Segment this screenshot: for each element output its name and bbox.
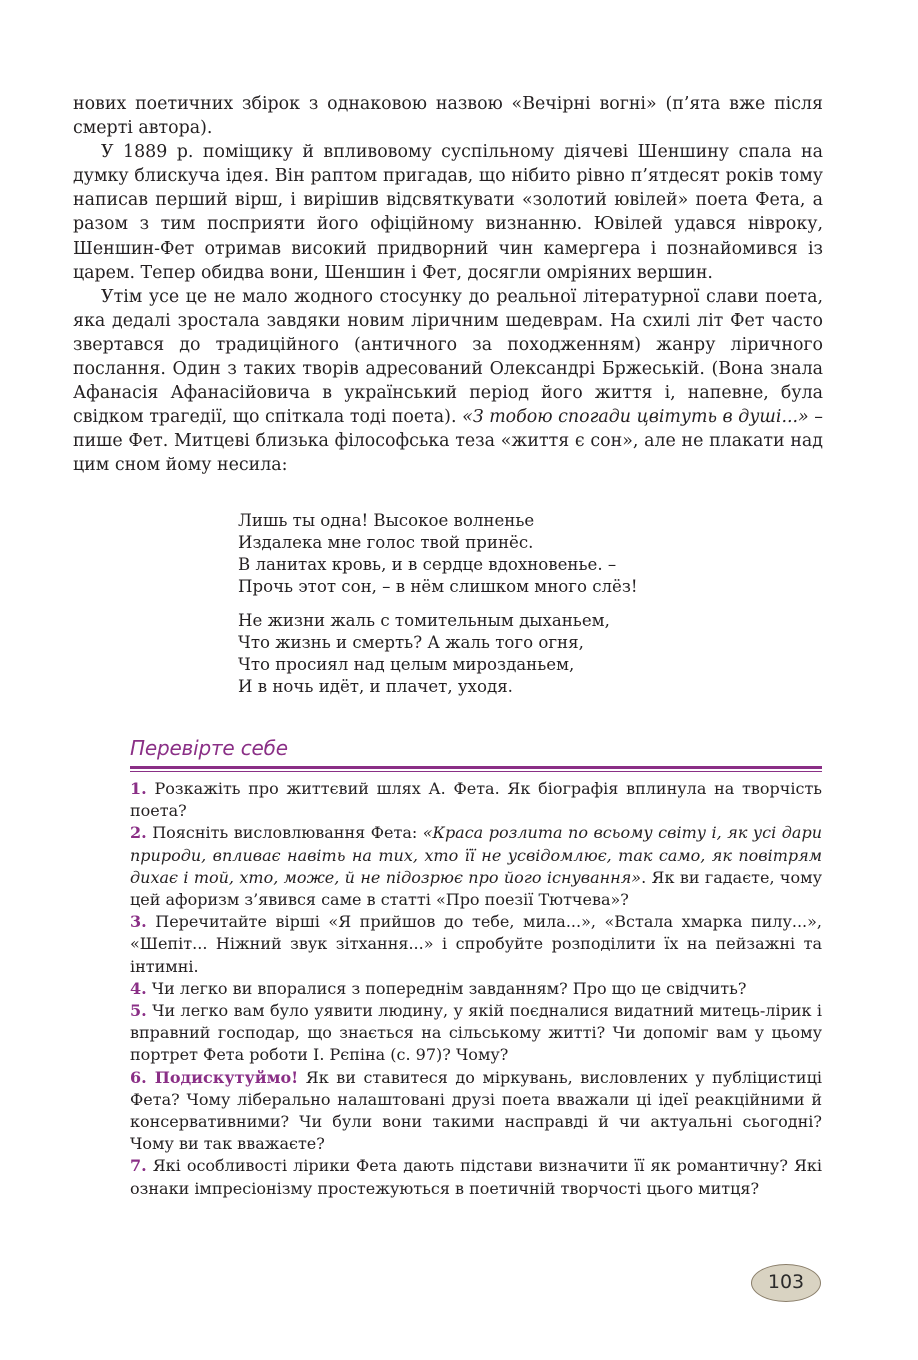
poem [238,510,638,710]
question-text: Чи легко вам було уявити людину, у якій поєдналися видатний митець-лірик і вправний господар, що знається на сільському житті? Чи допоміг вам у цьому портрет Фета роботи І. Рєпіна (с. 97)? Чому? [130,1001,822,1065]
question-7 [130,1155,822,1199]
poem-line: В ланитах кровь, и в сердце вдохновенье. – [238,555,617,574]
poem-line: Прочь этот сон, – в нём слишком много слёз! [238,577,638,596]
poem-stanza-1 [238,510,638,598]
question-text: Поясніть висловлювання Фета: [146,823,423,843]
question-2 [130,822,822,911]
question-5 [130,1000,822,1067]
paragraph-3-end: – пише Фет. Митцеві близька філософська теза «життя є сон», але не плакати над цим сном йому несила: [73,407,823,476]
question-number: 1. [130,779,147,798]
section-divider [130,766,822,769]
poem-line: Издалека мне голос твой принёс. [238,533,534,552]
question-number: 6. [130,1067,147,1087]
question-4 [130,978,822,1000]
paragraph-1: нових поетичних збірок з однаковою назвою «Вечірні вогні» (п’ята вже після смерті автора). [73,94,823,139]
question-3 [130,911,822,978]
poem-line: Лишь ты одна! Высокое волненье [238,511,535,530]
page-number: 103 [751,1264,821,1302]
paragraph-3-start: Утім усе це не мало жодного стосунку до реальної літературної слави поета, яка дедалі зростала завдяки новим ліричним шедеврам. На схилі літ Фет часто звертався до традиційного (античного за походженням) жанру ліричного послання. Один з таких творів адресований Олександрі Бржеській. (Вона знала Афанасія Афанасійовича в український період його життя і, напевне, була свідком трагедії, що спіткала тоді поета). [73,286,823,428]
question-text: Чи легко ви впоралися з попереднім завданням? Про що це свідчить? [146,978,747,998]
poem-line: Не жизни жаль с томительным дыханьем, [238,611,610,630]
question-number: 3. [130,912,147,932]
question-text: Як ви ставитеся до міркувань, висловлених у публіцистиці Фета? Чому ліберально налаштовані друзі поета вважали ці ідеї реакційними й консервативними? Чи були вони такими насправді й чи актуальні сьогодні? Чому ви так вважаєте? [130,1067,822,1154]
question-number: 4. [130,978,147,998]
question-6 [130,1067,822,1156]
section-divider-thin [130,771,822,772]
question-1 [130,778,822,822]
main-text [73,92,823,478]
question-text-end: . Як ви гадаєте, чому цей афоризм з’явився саме в статті «Про поезії Тютчева»? [130,867,822,910]
poem-line: Что жизнь и смерть? А жаль того огня, [238,633,584,652]
questions-list [130,778,822,1200]
poem-stanza-2 [238,610,638,698]
poem-quote: «З тобою спогади цвітуть в душі...» [462,407,809,428]
paragraph-2: У 1889 р. поміщику й впливовому суспільному діячеві Шеншину спала на думку блискуча ідея. Він раптом пригадав, що нібито рівно п’ятдесят років тому написав перший вірш, і вирішив відсвяткувати «золотий ювілей» поета Фета, а разом з тим посприяти його офіційному визнанню. Ювілей удався нівроку, Шеншин-Фет отримав високий придворний чин камергера і познайомився із царем. Тепер обидва вони, Шеншин і Фет, досягли омріяних вершин. [73,142,823,283]
question-number: 2. [130,823,147,843]
question-number: 5. [130,1001,147,1021]
section-title: Перевірте себе [130,736,288,760]
paragraph-3 [73,285,823,478]
question-text: Перечитайте вірші «Я прийшов до тебе, мила...», «Встала хмарка пилу...», «Шепіт... Ніжний звук зітхання...» і спробуйте розподілити їх на пейзажні та інтимні. [130,912,822,976]
question-number: 7. [130,1156,147,1176]
poem-line: Что просиял над целым мирозданьем, [238,655,575,674]
question-text: Які особливості лірики Фета дають підстави визначити її як романтичну? Які ознаки імпресіонізму простежуються в поетичній творчості цього митця? [130,1156,822,1198]
discussion-label: Подискутуймо! [146,1067,299,1087]
poem-line: И в ночь идёт, и плачет, уходя. [238,677,513,696]
fet-quote: «Краса розлита по всьому світу і, як усі дари природи, впливає навіть на тих, хто її не усвідомлює, так само, як повітрям дихає і той, хто, може, й не підозрює про його існування» [130,823,822,887]
question-text: Розкажіть про життєвий шлях А. Фета. Як біографія вплинула на творчість поета? [130,779,822,821]
